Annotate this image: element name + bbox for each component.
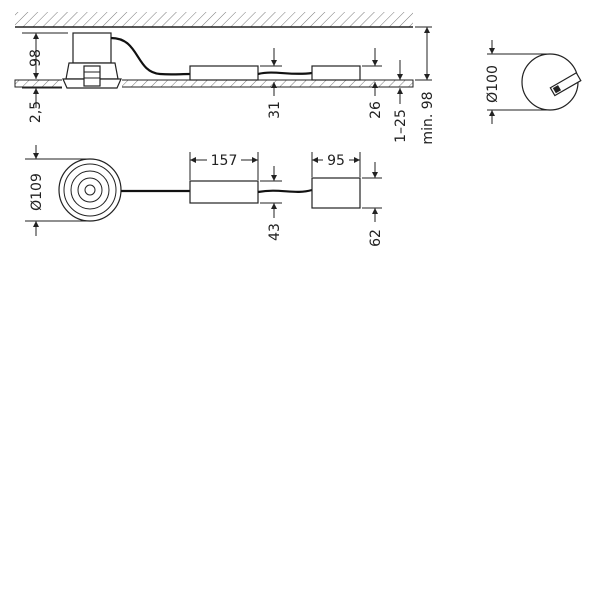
cutout-view [485,40,581,124]
top-view [25,145,384,247]
dim-min-98-label: min. 98 [420,91,436,145]
junction-top [312,178,360,208]
dim-26-label: 26 [368,101,384,119]
cable-top-2 [258,190,312,192]
dim-98-label: 98 [28,49,44,67]
driver-side [190,66,258,80]
side-view [15,12,436,145]
dim-diameter-100-label: Ø100 [485,65,501,103]
dim-31-label: 31 [267,101,283,119]
dim-95-label: 95 [327,153,345,169]
dim-2-5-label: 2,5 [28,100,44,124]
dim-157-label: 157 [210,153,238,169]
dim-diameter-109-label: Ø109 [29,173,45,211]
cable-side-1 [111,38,190,74]
dim-1-25-label: 1–25 [393,109,409,143]
luminaire-side [63,33,121,88]
dim-62-label: 62 [368,229,384,247]
driver-top [190,181,258,203]
cable-side-2 [258,73,312,74]
junction-side [312,66,360,80]
dim-43-label: 43 [267,223,283,241]
upper-ceiling-hatch [15,12,413,27]
luminaire-top [59,159,121,221]
